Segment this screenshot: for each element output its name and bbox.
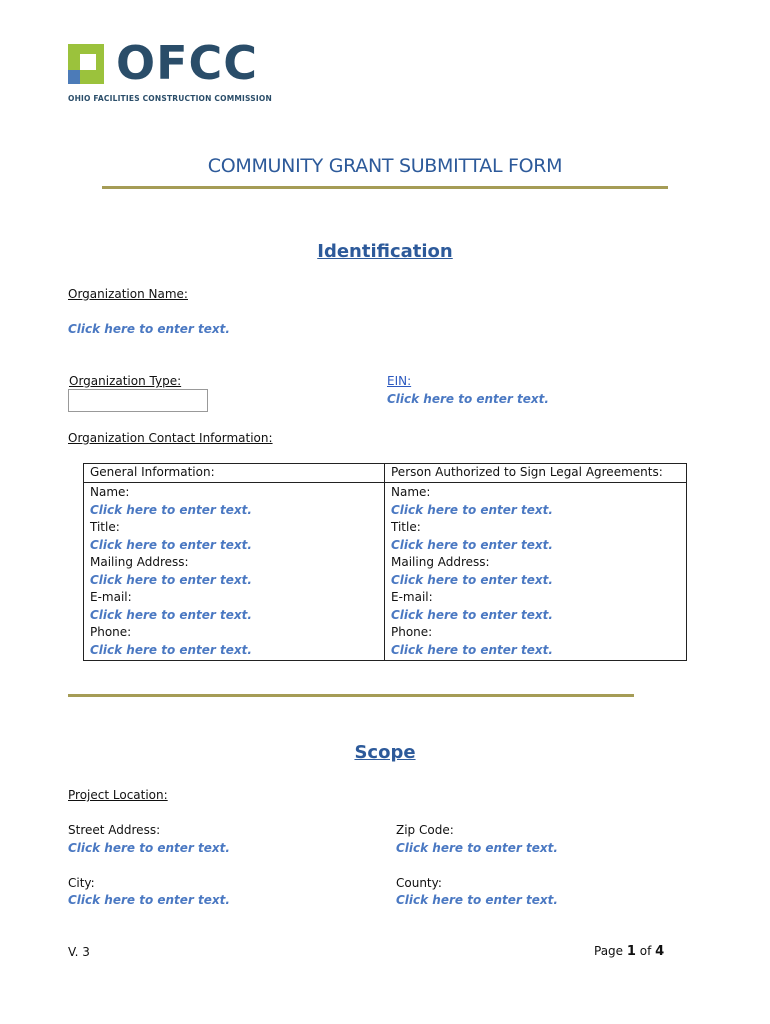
county-field[interactable]: Click here to enter text.	[396, 893, 558, 907]
authorized-phone-label: Phone:	[391, 625, 433, 639]
city-field[interactable]: Click here to enter text.	[68, 893, 230, 907]
logo-tagline: OHIO FACILITIES CONSTRUCTION COMMISSION	[68, 94, 272, 103]
logo-inner-square	[80, 54, 96, 70]
general-address-label: Mailing Address:	[90, 555, 189, 569]
contact-info-label: Organization Contact Information:	[68, 431, 273, 445]
general-info-header: General Information:	[84, 464, 385, 483]
authorized-person-header: Person Authorized to Sign Legal Agreements:	[385, 464, 687, 483]
authorized-address-field[interactable]: Click here to enter text.	[391, 572, 553, 587]
general-phone-field[interactable]: Click here to enter text.	[90, 642, 252, 657]
page-indicator	[594, 944, 664, 959]
general-info-cell	[84, 483, 385, 661]
logo-blue-square	[68, 70, 80, 84]
title-divider	[102, 186, 668, 189]
org-name-label: Organization Name:	[68, 287, 188, 301]
contact-table-body	[84, 483, 687, 661]
page-word: Page	[594, 944, 624, 958]
general-email-field[interactable]: Click here to enter text.	[90, 607, 252, 622]
org-type-dropdown[interactable]	[68, 389, 208, 412]
logo-wordmark: OFCC	[116, 36, 259, 90]
project-location-label: Project Location:	[68, 788, 168, 802]
ein-field[interactable]: Click here to enter text.	[387, 392, 549, 406]
authorized-person-cell	[385, 483, 687, 661]
general-name-field[interactable]: Click here to enter text.	[90, 502, 252, 517]
authorized-name-label: Name:	[391, 485, 431, 499]
ein-label: EIN:	[387, 374, 412, 388]
zip-code-label: Zip Code:	[396, 823, 454, 837]
version-label: V. 3	[68, 945, 90, 959]
city-label: City:	[68, 876, 95, 890]
general-title-label: Title:	[90, 520, 120, 534]
form-title: COMMUNITY GRANT SUBMITTAL FORM	[207, 155, 563, 177]
org-name-field[interactable]: Click here to enter text.	[68, 322, 230, 336]
county-label: County:	[396, 876, 442, 890]
contact-table-header	[84, 464, 687, 483]
general-name-label: Name:	[90, 485, 130, 499]
ofcc-logo	[68, 36, 278, 106]
zip-code-field[interactable]: Click here to enter text.	[396, 841, 558, 855]
page-current: 1	[626, 944, 636, 959]
scope-heading: Scope	[354, 742, 416, 763]
general-title-field[interactable]: Click here to enter text.	[90, 537, 252, 552]
authorized-email-field[interactable]: Click here to enter text.	[391, 607, 553, 622]
authorized-address-label: Mailing Address:	[391, 555, 490, 569]
authorized-name-field[interactable]: Click here to enter text.	[391, 502, 553, 517]
authorized-title-field[interactable]: Click here to enter text.	[391, 537, 553, 552]
section-divider	[68, 694, 634, 697]
org-type-label: Organization Type:	[69, 374, 182, 388]
identification-heading: Identification	[317, 241, 453, 262]
contact-table	[83, 463, 687, 661]
street-address-label: Street Address:	[68, 823, 161, 837]
authorized-email-label: E-mail:	[391, 590, 433, 604]
page-of: of	[639, 944, 652, 958]
general-email-label: E-mail:	[90, 590, 132, 604]
general-address-field[interactable]: Click here to enter text.	[90, 572, 252, 587]
authorized-title-label: Title:	[391, 520, 421, 534]
authorized-phone-field[interactable]: Click here to enter text.	[391, 642, 553, 657]
street-address-field[interactable]: Click here to enter text.	[68, 841, 230, 855]
page-total: 4	[655, 944, 665, 959]
general-phone-label: Phone:	[90, 625, 132, 639]
